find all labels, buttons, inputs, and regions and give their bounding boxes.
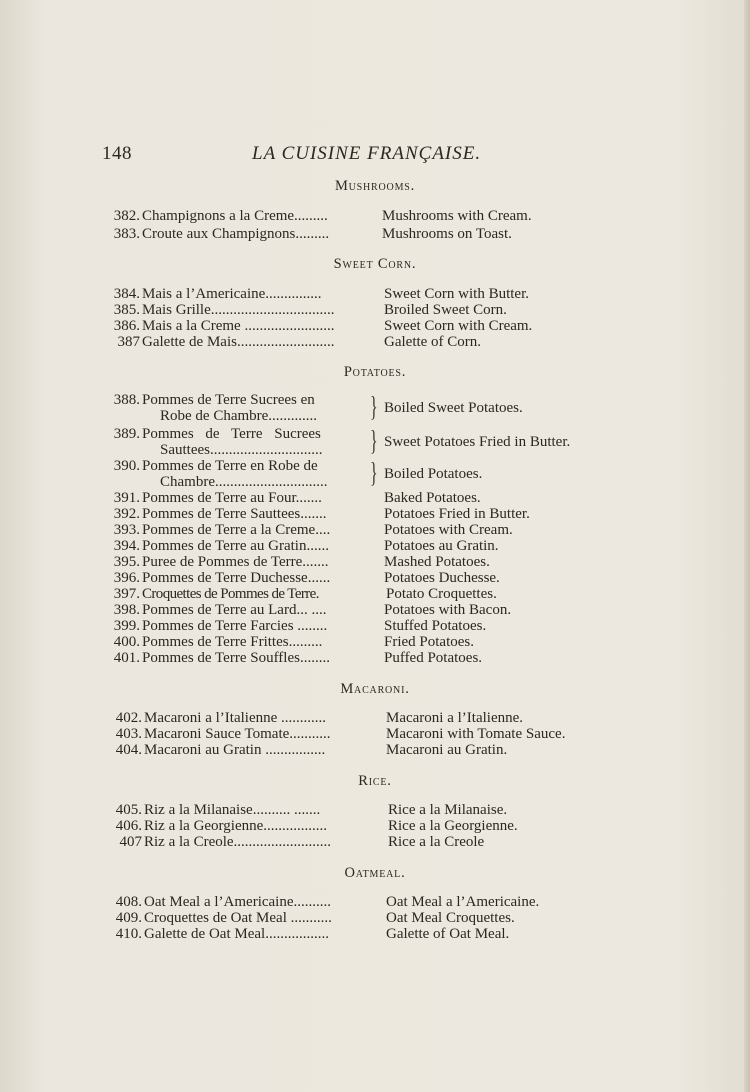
english-name: Stuffed Potatoes. [384, 618, 487, 634]
english-name: Potatoes with Cream. [384, 522, 513, 538]
french-name: Mais a la Creme ........................ [142, 318, 335, 334]
section-heading-sweet-corn: Sweet Corn. [333, 256, 417, 272]
page-number: 148 [102, 143, 132, 164]
recipe-number: 400. [113, 634, 140, 650]
english-name: Macaroni au Gratin. [386, 742, 508, 758]
french-name: Oat Meal a l’Americaine.......... [144, 894, 332, 910]
french-name: Pommes de Terre Duchesse...... [142, 570, 331, 586]
french-name-line2: Sauttees.............................. [160, 442, 323, 458]
section-heading-macaroni: Macaroni. [340, 681, 410, 697]
english-name: Potato Croquettes. [386, 586, 497, 602]
english-name: Mushrooms with Cream. [382, 208, 532, 224]
english-name: Rice a la Milanaise. [388, 802, 508, 818]
english-name: Potatoes au Gratin. [384, 538, 499, 554]
french-name: Macaroni a l’Italienne ............ [144, 710, 327, 726]
recipe-number: 403. [115, 726, 142, 742]
english-name: Fried Potatoes. [384, 634, 474, 650]
french-name: Pommes de Terre au Lard... .... [142, 602, 327, 618]
english-name: Broiled Sweet Corn. [384, 302, 507, 318]
recipe-number: 391. [113, 490, 140, 506]
french-name: Pommes de Terre Farcies ........ [142, 618, 328, 634]
english-name: Oat Meal a l’Americaine. [386, 894, 540, 910]
french-name: Macaroni Sauce Tomate........... [144, 726, 331, 742]
french-name: Mais Grille................................. [142, 302, 335, 318]
english-name: Galette of Corn. [384, 334, 482, 350]
recipe-number: 409. [115, 910, 142, 926]
list-item [102, 426, 642, 460]
recipe-number: 386. [113, 318, 140, 334]
french-name-line2: Robe de Chambre............. [160, 408, 318, 424]
english-name: Baked Potatoes. [384, 490, 481, 506]
english-name: Mushrooms on Toast. [382, 226, 512, 242]
recipe-number: 392. [113, 506, 140, 522]
french-name-line1: Pommes de Terre Sucrees en [142, 392, 315, 408]
section-heading-mushrooms: Mushrooms. [334, 178, 416, 194]
list-item [102, 392, 642, 426]
english-name: Boiled Sweet Potatoes. [384, 400, 523, 416]
recipe-number: 398. [113, 602, 140, 618]
recipe-number: 406. [115, 818, 142, 834]
french-name: Pommes de Terre Souffles........ [142, 650, 330, 666]
english-name: Potatoes Duchesse. [384, 570, 500, 586]
section-heading-potatoes: Potatoes. [343, 364, 407, 380]
french-name: Galette de Mais.......................... [142, 334, 335, 350]
french-name: Galette de Oat Meal................. [144, 926, 329, 942]
recipe-number: 393. [113, 522, 140, 538]
recipe-number: 382. [113, 208, 140, 224]
french-name-line2: Chambre.............................. [160, 474, 328, 490]
english-name: Puffed Potatoes. [384, 650, 483, 666]
recipe-number: 394. [113, 538, 140, 554]
english-name: Mashed Potatoes. [384, 554, 490, 570]
recipe-number: 384. [113, 286, 140, 302]
recipe-number: 408. [115, 894, 142, 910]
section-heading-rice: Rice. [358, 773, 392, 789]
recipe-number: 404. [115, 742, 142, 758]
french-name-line1: Pommes de Terre Sucrees [142, 426, 321, 442]
french-name: Riz a la Georgienne................. [144, 818, 328, 834]
english-name: Oat Meal Croquettes. [386, 910, 515, 926]
french-name: Pommes de Terre a la Creme.... [142, 522, 331, 538]
recipe-number: 410. [115, 926, 142, 942]
english-name: Galette of Oat Meal. [386, 926, 510, 942]
brace-glyph: } [370, 425, 378, 457]
recipe-number: 383. [113, 226, 140, 242]
recipe-number: 396. [113, 570, 140, 586]
english-name: Rice a la Georgienne. [388, 818, 518, 834]
french-name: Croute aux Champignons......... [142, 226, 330, 242]
recipe-number: 390. [113, 458, 140, 474]
recipe-number: 402. [115, 710, 142, 726]
french-name: Mais a l’Americaine............... [142, 286, 322, 302]
page-edge [744, 0, 750, 1092]
page-header [102, 143, 502, 167]
english-name: Potatoes Fried in Butter. [384, 506, 530, 522]
running-title: LA CUISINE FRANÇAISE. [252, 143, 482, 164]
brace-glyph: } [370, 457, 378, 489]
french-name: Pommes de Terre Frittes......... [142, 634, 323, 650]
french-name: Pommes de Terre au Four....... [142, 490, 322, 506]
french-name: Riz a la Creole.......................... [144, 834, 332, 850]
english-name: Boiled Potatoes. [384, 466, 483, 482]
recipe-number: 399. [113, 618, 140, 634]
french-name: Macaroni au Gratin ................ [144, 742, 326, 758]
english-name: Macaroni with Tomate Sauce. [386, 726, 566, 742]
french-name: Champignons a la Creme......... [142, 208, 328, 224]
french-name-line1: Pommes de Terre en Robe de [142, 458, 318, 474]
list-item [102, 458, 642, 492]
french-name: Pommes de Terre Sauttees....... [142, 506, 327, 522]
section-heading-oatmeal: Oatmeal. [344, 865, 406, 881]
english-name: Rice a la Creole [388, 834, 485, 850]
recipe-number: 397. [113, 586, 140, 602]
english-name: Macaroni a l’Italienne. [386, 710, 524, 726]
recipe-number: 405. [115, 802, 142, 818]
french-name: Puree de Pommes de Terre....... [142, 554, 329, 570]
french-name: Riz a la Milanaise.......... ....... [144, 802, 321, 818]
english-name: Sweet Potatoes Fried in Butter. [384, 434, 571, 450]
english-name: Potatoes with Bacon. [384, 602, 512, 618]
recipe-number: 385. [113, 302, 140, 318]
brace-glyph: } [370, 391, 378, 423]
recipe-number: 387 [117, 334, 140, 350]
recipe-number: 389. [113, 426, 140, 442]
english-name: Sweet Corn with Butter. [384, 286, 529, 302]
recipe-number: 407 [119, 834, 142, 850]
recipe-number: 401. [113, 650, 140, 666]
recipe-number: 395. [113, 554, 140, 570]
french-name: Croquettes de Oat Meal ........... [144, 910, 332, 926]
english-name: Sweet Corn with Cream. [384, 318, 533, 334]
french-name: Pommes de Terre au Gratin...... [142, 538, 329, 554]
recipe-number: 388. [113, 392, 140, 408]
french-name: Croquettes de Pommes de Terre. [142, 586, 319, 602]
